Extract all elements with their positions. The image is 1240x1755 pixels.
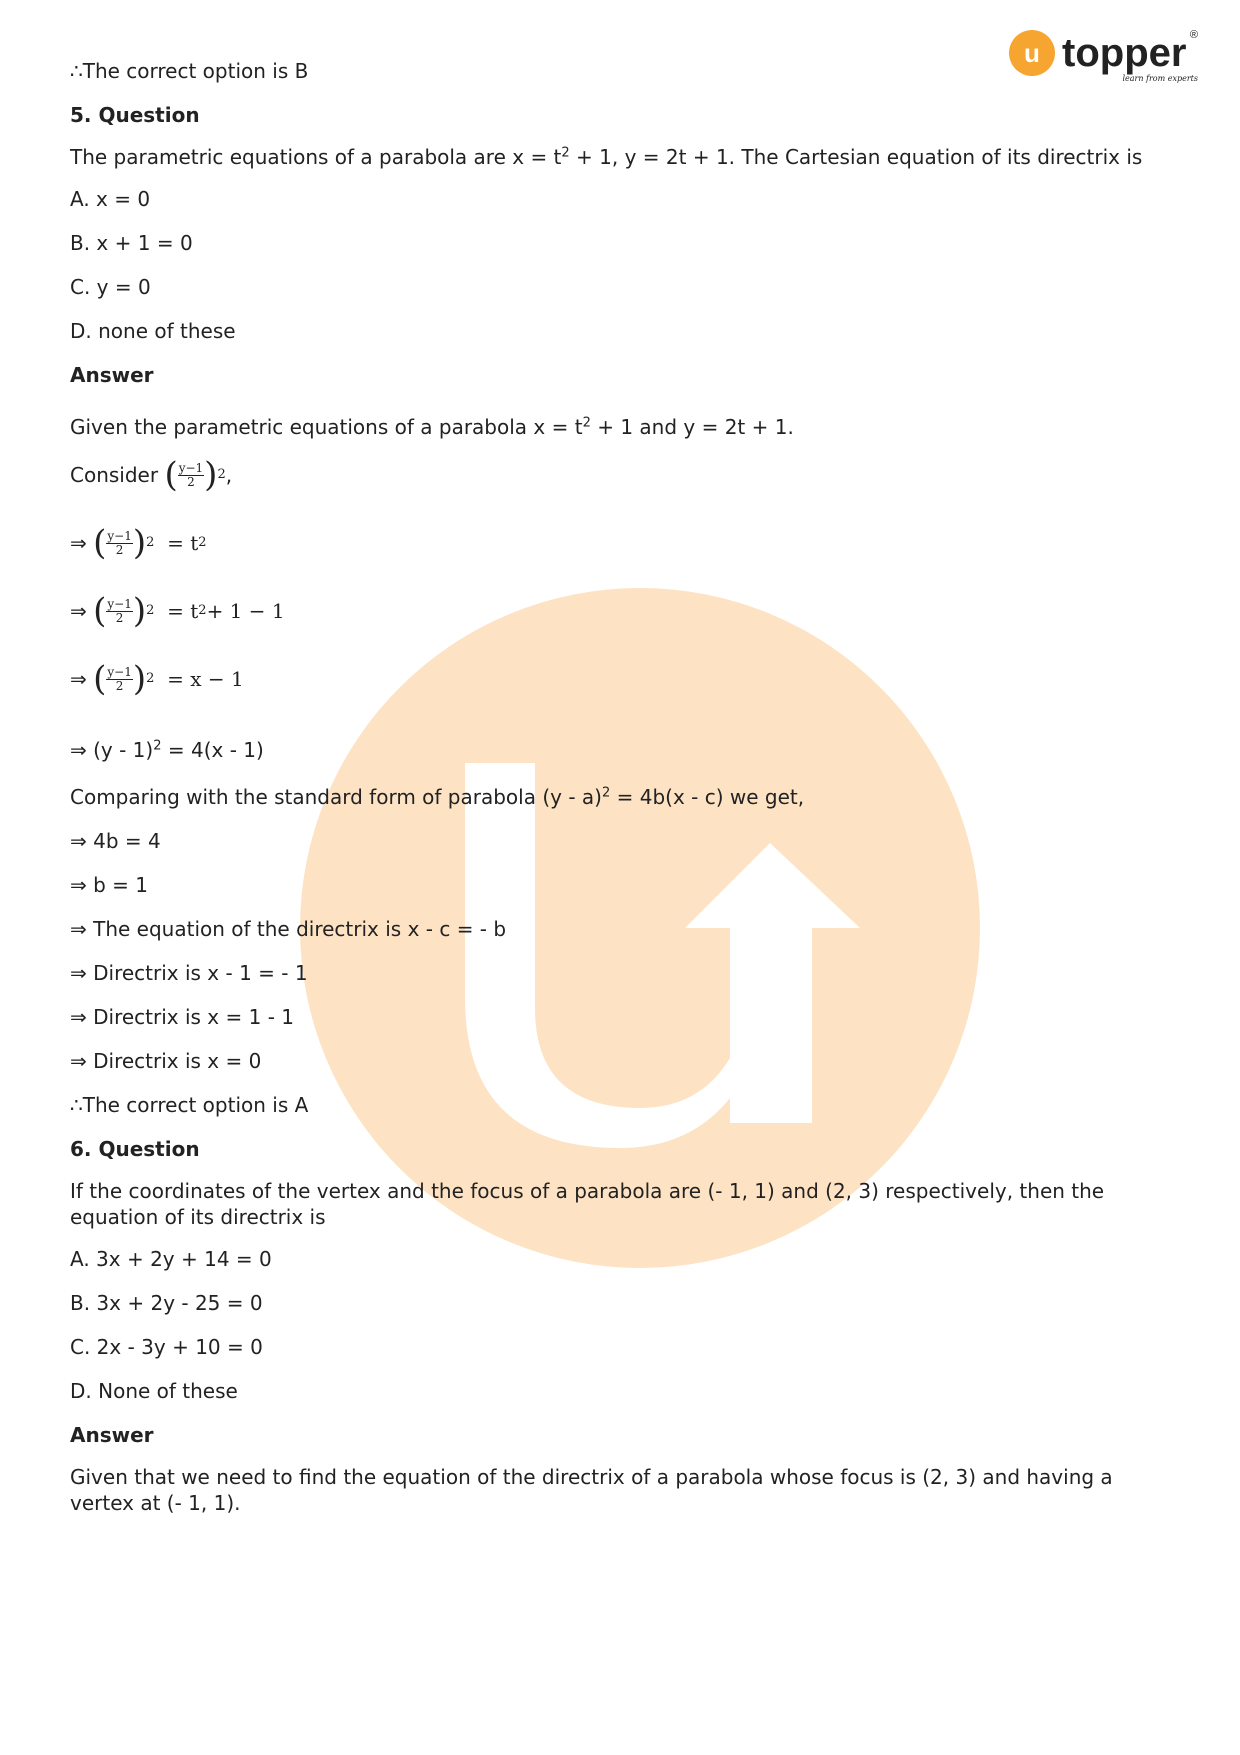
answer-heading: Answer: [70, 1423, 154, 1447]
utopper-logo: [1008, 26, 1208, 88]
step-9: ⇒ Directrix is x = 1 - 1: [70, 1005, 294, 1029]
given-statement: Given the parametric equations of a parabola $x = t^2 + 1$ and y = 2t + 1.: [70, 415, 794, 439]
step-7: ⇒ The equation of the directrix is x - c = - b: [70, 917, 507, 941]
step-2: ⇒ ( $\frac{y-1}{2}$ ) 2 = t 2 + 1 − 1: [70, 591, 285, 631]
logo-letter: u: [1024, 38, 1040, 68]
logo-tagline: learn from experts: [1122, 74, 1198, 83]
consider-expression: Consider ( $\frac{y-1}{2}$ ) 2 ,: [70, 455, 233, 495]
option-b: B. x + 1 = 0: [70, 231, 193, 255]
comparison-statement: Comparing with the standard form of parabola (y - a)$^2$ = 4b(x - c) we get,: [70, 785, 805, 809]
registered-mark: ®: [1189, 29, 1198, 41]
option-d: D. None of these: [70, 1379, 238, 1403]
option-a: A. 3x + 2y + 14 = 0: [70, 1247, 272, 1271]
option-b: B. 3x + 2y - 25 = 0: [70, 1291, 263, 1315]
step-10: ⇒ Directrix is x = 0: [70, 1049, 262, 1073]
option-c: C. y = 0: [70, 275, 151, 299]
previous-conclusion: ∴The correct option is B: [70, 59, 309, 83]
option-d: D. none of these: [70, 319, 236, 343]
step-4: ⇒ (y - 1)$^2$ = 4(x - 1): [70, 738, 264, 762]
logo-wordmark: topper: [1062, 31, 1187, 75]
step-5: ⇒ 4b = 4: [70, 829, 161, 853]
option-a: A. x = 0: [70, 187, 151, 211]
answer-conclusion: ∴The correct option is A: [70, 1093, 309, 1117]
step-1: ⇒ ( $\frac{y-1}{2}$ ) 2 = t 2: [70, 523, 207, 563]
given-statement: Given that we need to find the equation of the directrix of a parabola whose focus is (2, 3) and having a vertex at (- 1, 1).: [70, 1465, 1113, 1515]
question-heading: 5. Question: [70, 103, 200, 127]
step-6: ⇒ b = 1: [70, 873, 149, 897]
answer-heading: Answer: [70, 363, 154, 387]
question-text: The parametric equations of a parabola are $x = t^2 + 1$, y = 2t + 1. The Cartesian equation of its directrix is: [70, 145, 1143, 169]
question-heading: 6. Question: [70, 1137, 200, 1161]
step-8: ⇒ Directrix is x - 1 = - 1: [70, 961, 308, 985]
step-3: ⇒ ( $\frac{y-1}{2}$ ) 2 = x − 1: [70, 659, 244, 699]
question-text: If the coordinates of the vertex and the focus of a parabola are (- 1, 1) and (2, 3) respectively, then the equation of its directrix is: [70, 1179, 1105, 1229]
option-c: C. 2x - 3y + 10 = 0: [70, 1335, 263, 1359]
